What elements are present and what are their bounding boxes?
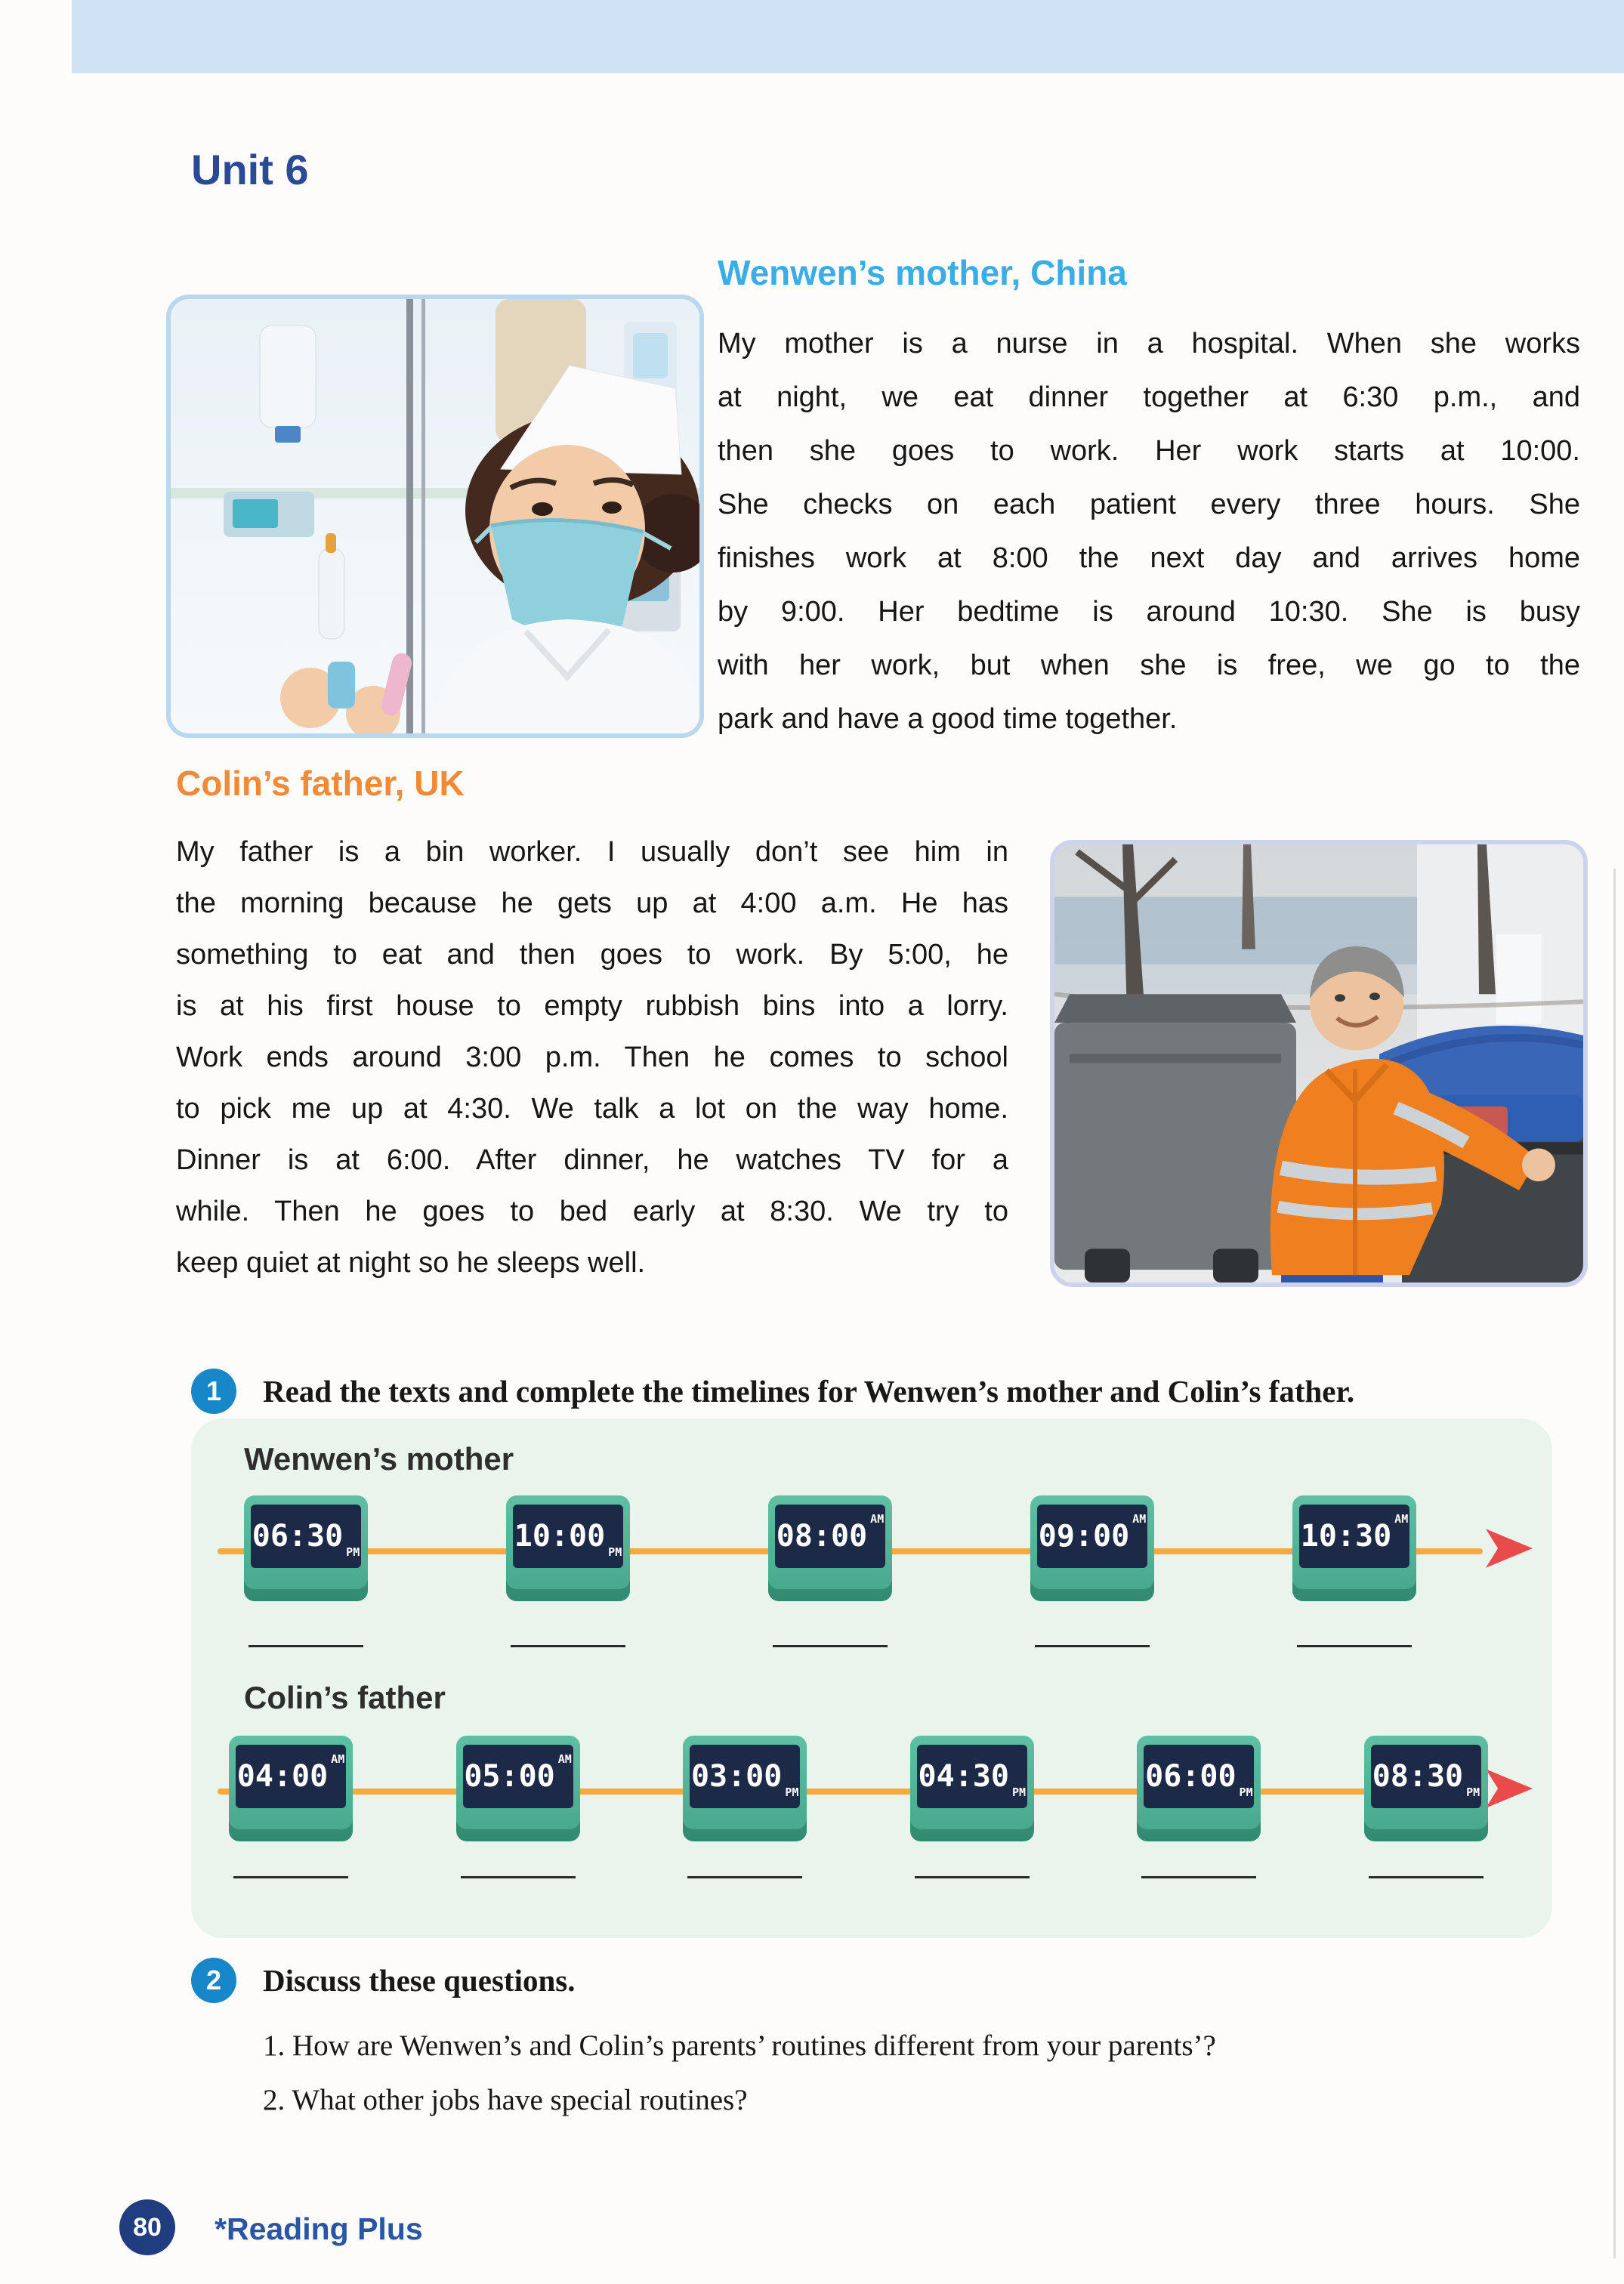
clock-screen [1144,1745,1254,1808]
paragraph-line: the morning because he gets up at 4:00 a.m. He has [176,887,1008,919]
digital-clock [506,1495,630,1601]
clock-meridiem: PM [785,1786,799,1799]
clock-meridiem: PM [1011,1786,1027,1799]
timeline1-label: Wenwen’s mother [244,1441,514,1477]
digital-clock [1137,1736,1261,1841]
clock-screen [775,1505,885,1568]
paragraph-line: keep quiet at night so he sleeps well. [176,1247,646,1279]
timeline1-answer-lines [214,1645,1530,1647]
clock-meridiem: AM [1132,1512,1147,1526]
answer-blank [687,1876,802,1878]
clock-time: 03:00 [690,1759,783,1794]
answer-blank [249,1645,363,1647]
exercise2-heading: Discuss these questions. [263,1963,576,1998]
digital-clock [683,1736,807,1841]
clock-meridiem: AM [1394,1512,1409,1526]
clock-meridiem: AM [557,1752,572,1766]
footer-reading-plus-label: *Reading Plus [215,2211,423,2246]
clock-time: 08:00 [776,1519,868,1554]
paragraph-line: She checks on each patient every three hours. She [718,489,1580,520]
digital-clock [1292,1495,1416,1601]
clock-time: 09:00 [1038,1519,1130,1554]
discussion-question: 2. What other jobs have special routines? [263,2084,748,2116]
reading1-heading: Wenwen’s mother, China [718,253,1127,292]
clock-time: 04:00 [236,1759,329,1794]
paragraph-line: by 9:00. Her bedtime is around 10:30. She is busy [718,596,1580,628]
clock-screen [1371,1745,1481,1808]
paragraph-line: park and have a good time together. [718,703,1178,735]
unit-title: Unit 6 [191,146,309,193]
paragraph-line: something to eat and then goes to work. By 5:00, he [176,939,1008,971]
clock-meridiem: PM [1466,1786,1480,1799]
nurse-illustration [171,299,699,733]
clock-meridiem: AM [870,1512,885,1526]
paragraph-line: finishes work at 8:00 the next day and arrives home [718,542,1580,574]
clock-time: 06:00 [1145,1759,1237,1794]
nurse-photo [166,295,704,738]
answer-blank [1035,1645,1150,1647]
timeline1 [214,1495,1530,1609]
clock-screen [917,1745,1027,1808]
page-edge-shadow [1613,869,1616,2258]
clock-screen [251,1505,361,1568]
answer-blank [1141,1876,1256,1878]
paragraph-line: then she goes to work. Her work starts at 10:00. [718,435,1580,467]
digital-clock [910,1736,1034,1841]
paragraph-line: is at his first house to empty rubbish bins into a lorry. [176,990,1008,1022]
paragraph-line: My father is a bin worker. I usually don’t see him in [176,836,1008,868]
reading2-heading: Colin’s father, UK [176,764,465,803]
timeline2-label: Colin’s father [244,1680,446,1715]
answer-blank [461,1876,576,1878]
clock-time: 08:30 [1372,1759,1464,1794]
answer-blank [511,1645,625,1647]
clock-screen [1037,1505,1147,1568]
clock-meridiem: AM [331,1752,345,1766]
paragraph-line: to pick me up at 4:30. We talk a lot on the way home. [176,1093,1008,1125]
discussion-question: 1. How are Wenwen’s and Colin’s parents’ routines different from your parents’? [263,2029,1216,2062]
clock-meridiem: PM [346,1545,360,1559]
page-top-band [72,0,1624,73]
clock-screen [463,1745,573,1808]
digital-clock [1030,1495,1154,1601]
exercise1-instruction: Read the texts and complete the timelines for Wenwen’s mother and Colin’s father. [263,1374,1355,1409]
clock-time: 06:30 [252,1519,344,1554]
digital-clock [768,1495,892,1601]
reading2-paragraph [176,826,1008,1289]
answer-blank [915,1876,1030,1878]
clock-meridiem: PM [608,1545,622,1559]
bin-worker-photo [1050,840,1588,1287]
clock-time: 10:30 [1300,1519,1392,1554]
paragraph-line: with her work, but when she is free, we go to the [718,650,1580,681]
clock-time: 04:30 [918,1759,1009,1794]
paragraph-line: while. Then he goes to bed early at 8:30. We try to [176,1196,1008,1227]
clock-screen [690,1745,800,1808]
timeline2 [214,1736,1530,1849]
paragraph-line: at night, we eat dinner together at 6:30 p.m., and [718,381,1580,413]
exercise1-number-badge: 1 [191,1369,236,1414]
clock-meridiem: PM [1239,1786,1253,1799]
digital-clock [456,1736,580,1841]
clock-time: 05:00 [464,1759,555,1794]
exercise2-number-badge: 2 [191,1958,236,2003]
timelines-panel [191,1418,1552,1938]
answer-blank [1369,1876,1484,1878]
clock-screen [1299,1505,1409,1568]
page-number-badge: 80 [119,2199,175,2255]
timeline2-answer-lines [214,1876,1530,1878]
answer-blank [1297,1645,1412,1647]
answer-blank [773,1645,888,1647]
paragraph-line: My mother is a nurse in a hospital. When she works [718,328,1580,360]
digital-clock [229,1736,353,1841]
clock-screen [236,1745,346,1808]
clock-screen [513,1505,623,1568]
reading1-paragraph [718,317,1580,746]
answer-blank [233,1876,348,1878]
paragraph-line: Dinner is at 6:00. After dinner, he watches TV for a [176,1144,1008,1176]
bin-worker-illustration [1054,844,1583,1282]
digital-clock [244,1495,368,1601]
paragraph-line: Work ends around 3:00 p.m. Then he comes to school [176,1042,1008,1073]
clock-time: 10:00 [514,1519,606,1554]
digital-clock [1364,1736,1488,1841]
